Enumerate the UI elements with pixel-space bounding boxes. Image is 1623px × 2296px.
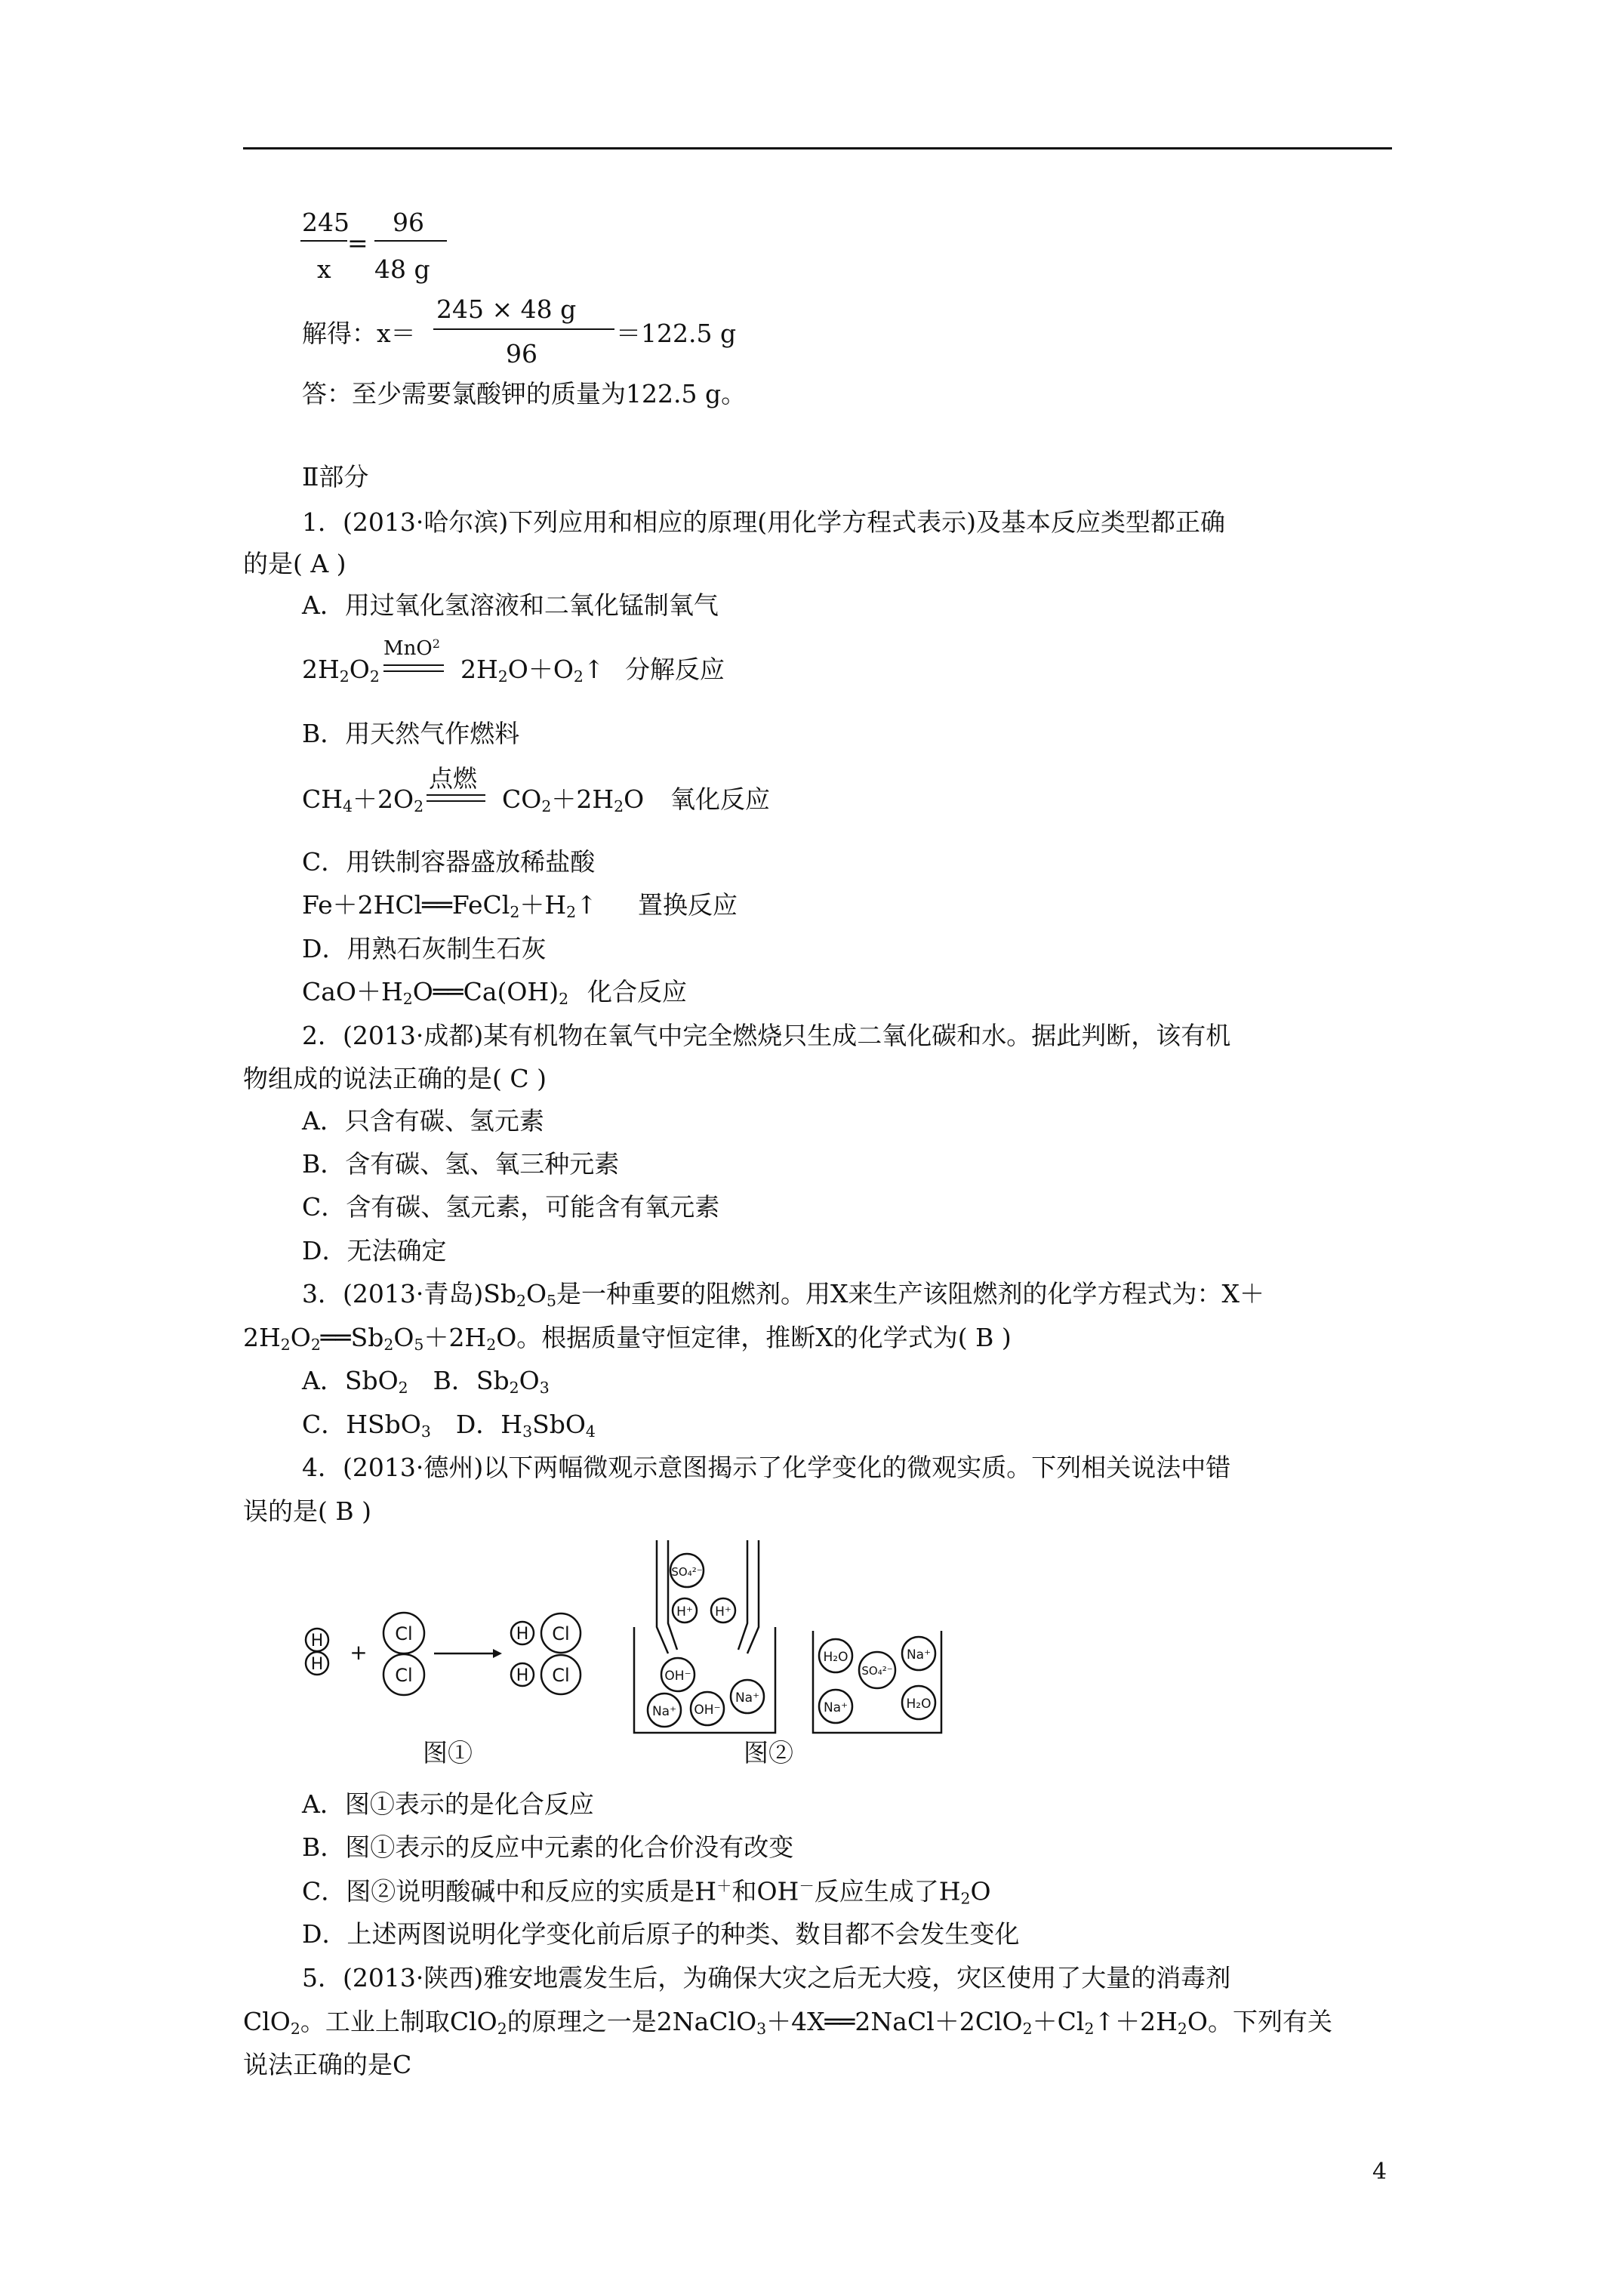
q1-equation-d-type: 化合反应 (587, 977, 687, 1006)
q3-options-cd: C．HSbO$_3$ D．$H_3SbO_4$ (302, 1410, 596, 1441)
svg-text:SO₄²⁻: SO₄²⁻ (671, 1565, 703, 1579)
q1-equation-d: $CaO+H_2O══Ca(OH)_2$ (302, 977, 569, 1009)
q3-stem-line1: 3．(2013·青岛)$Sb_2O_5$是一种重要的阻燃剂。用X来生产该阻燃剂的化学方程式为：X＋ (302, 1279, 1265, 1311)
q5-stem-line3: 说法正确的是C (243, 2050, 412, 2079)
svg-text:Na⁺: Na⁺ (906, 1647, 932, 1663)
q2-option-b: B．含有碳、氢、氧三种元素 (302, 1149, 620, 1179)
q1-option-c: C．用铁制容器盛放稀盐酸 (302, 847, 596, 877)
svg-text:H: H (310, 1655, 324, 1674)
q4-stem-line2: 误的是( B ) (243, 1496, 371, 1526)
svg-text:H: H (516, 1666, 529, 1685)
q3-stem-line2: $2H_2O_2══Sb_2O_5+2H_2O$。根据质量守恒定律，推断X的化学式为( B ) (243, 1323, 1012, 1354)
svg-text:H₂O: H₂O (906, 1697, 932, 1712)
q1-equation-a: $2H_2O_2$ (302, 655, 380, 686)
frac2-denominator: 48 g (374, 254, 430, 284)
equation-bar (427, 800, 485, 802)
svg-text:H⁺: H⁺ (715, 1604, 731, 1620)
q2-option-d: D．无法确定 (302, 1236, 447, 1265)
q2-option-a: A．只含有碳、氢元素 (302, 1106, 544, 1136)
page-number: 4 (1372, 2159, 1387, 2185)
figure-2-diagram (630, 1536, 947, 1740)
q1-stem-line1: 1．(2013·哈尔滨)下列应用和相应的原理(用化学方程式表示)及基本反应类型都正确 (302, 507, 1225, 537)
q1-equation-a-type: 分解反应 (625, 655, 725, 684)
svg-text:Na⁺: Na⁺ (651, 1704, 677, 1719)
q1-equation-a-products: $2H_2O+O_2↑$ (460, 655, 605, 686)
q5-stem-line2: ClO$_2$。工业上制取ClO$_2$的原理之一是$2NaClO_3+4X══2NaCl+2ClO_2+Cl_2↑+2H_2O$。下列有关 (243, 2007, 1332, 2039)
svg-text:H⁺: H⁺ (676, 1604, 693, 1620)
figure-1-diagram (298, 1608, 615, 1699)
q4-option-a: A．图①表示的是化合反应 (302, 1789, 594, 1819)
svg-text:OH⁻: OH⁻ (694, 1703, 721, 1718)
solve-result: ＝122.5 g (616, 319, 737, 348)
q1-eqb-condition: 点燃 (429, 764, 478, 793)
equals-sign: = (347, 228, 368, 257)
svg-text:Cl: Cl (552, 1665, 570, 1686)
q4-stem-line1: 4．(2013·德州)以下两幅微观示意图揭示了化学变化的微观实质。下列相关说法中错 (302, 1453, 1231, 1482)
equation-bar (383, 664, 444, 666)
svg-text:OH⁻: OH⁻ (664, 1669, 691, 1684)
header-rule (243, 147, 1392, 149)
q1-option-d: D．用熟石灰制生石灰 (302, 934, 547, 963)
svg-text:Na⁺: Na⁺ (823, 1700, 848, 1715)
figure-1-caption: 图① (423, 1738, 473, 1767)
svg-text:SO₄²⁻: SO₄²⁻ (861, 1664, 893, 1678)
q1-option-b: B．用天然气作燃料 (302, 719, 520, 748)
svg-text:H: H (310, 1632, 324, 1650)
solve-numerator: 245 × 48 g (436, 294, 577, 324)
q1-equation-c-type: 置换反应 (638, 890, 738, 920)
fraction-bar (433, 328, 614, 330)
frac1-denominator: x (317, 254, 331, 284)
frac1-numerator: 245 (302, 208, 350, 237)
q4-option-b: B．图①表示的反应中元素的化合价没有改变 (302, 1832, 794, 1862)
q1-equation-c: $Fe+2HCl══FeCl_2+H_2↑$ (302, 890, 597, 922)
svg-text:H₂O: H₂O (823, 1650, 848, 1665)
q2-stem-line2: 物组成的说法正确的是( C ) (243, 1064, 547, 1093)
svg-text:H: H (516, 1625, 529, 1644)
q1-stem-line2: 的是( A ) (243, 549, 346, 578)
answer-line: 答：至少需要氯酸钾的质量为122.5 g。 (302, 379, 747, 408)
q1-option-a: A．用过氧化氢溶液和二氧化锰制氧气 (302, 590, 719, 620)
q1-eqa-condition: MnO$^2$ (383, 636, 440, 660)
svg-text:+: + (350, 1640, 368, 1665)
q5-stem-line1: 5．(2013·陕西)雅安地震发生后，为确保大灾之后无大疫，灾区使用了大量的消毒剂 (302, 1963, 1231, 1992)
frac2-numerator: 96 (393, 208, 424, 237)
section-title: Ⅱ部分 (302, 462, 369, 492)
fraction-bar (374, 240, 447, 242)
beaker (813, 1631, 941, 1733)
q1-equation-b-type: 氧化反应 (670, 784, 770, 814)
svg-text:Cl: Cl (395, 1665, 413, 1686)
q3-options-ab: A．SbO$_2$ B．$Sb_2O_3$ (302, 1366, 550, 1398)
q1-equation-b: $CH_4+2O_2$ (302, 784, 424, 816)
solve-prefix: 解得：x＝ (302, 319, 416, 348)
q2-option-c: C．含有碳、氢元素，可能含有氧元素 (302, 1192, 720, 1222)
q2-stem-line1: 2．(2013·成都)某有机物在氧气中完全燃烧只生成二氧化碳和水。据此判断，该有机 (302, 1021, 1231, 1050)
figure-2-caption: 图② (744, 1738, 793, 1767)
equation-bar (427, 794, 485, 796)
svg-text:Na⁺: Na⁺ (735, 1690, 760, 1706)
q4-option-d: D．上述两图说明化学变化前后原子的种类、数目都不会发生变化 (302, 1919, 1020, 1949)
svg-text:Cl: Cl (395, 1623, 413, 1644)
equation-bar (383, 670, 444, 672)
solve-denominator: 96 (506, 339, 537, 368)
svg-text:Cl: Cl (552, 1623, 570, 1644)
q1-equation-b-products: $CO_2+2H_2O$ (502, 784, 645, 816)
fraction-bar (300, 240, 347, 242)
q4-option-c: C．图②说明酸碱中和反应的实质是H＋和OH－反应生成了$H_2O$ (302, 1876, 991, 1908)
